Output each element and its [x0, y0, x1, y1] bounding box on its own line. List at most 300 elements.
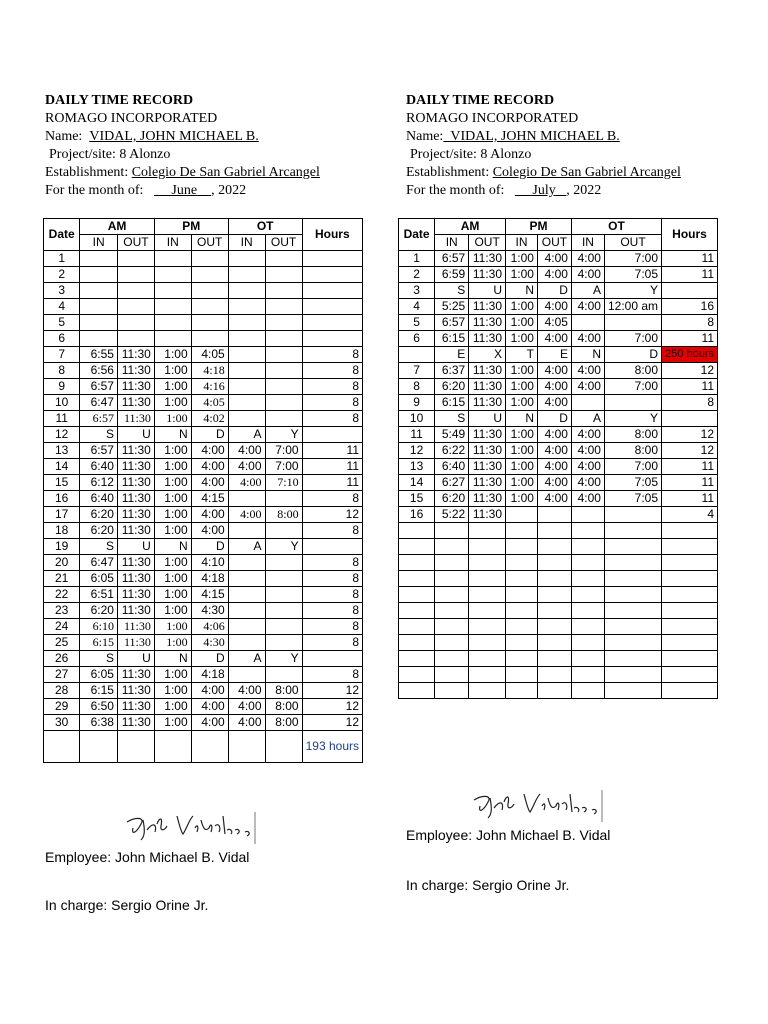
table-row — [44, 347, 363, 363]
time-cell — [265, 603, 302, 619]
employee-name: VIDAL, JOHN MICHAEL B. — [450, 129, 620, 144]
time-cell — [228, 555, 265, 571]
time-cell: 7:05 — [604, 267, 661, 283]
empty-cell — [662, 587, 718, 603]
employee-name: VIDAL, JOHN MICHAEL B. — [89, 129, 259, 144]
table-row — [44, 459, 363, 475]
date-cell: 19 — [44, 539, 80, 555]
table-row — [399, 491, 718, 507]
time-cell: D — [604, 347, 661, 363]
date-cell: 13 — [44, 443, 80, 459]
empty-cell — [469, 635, 506, 651]
date-cell: 18 — [44, 523, 80, 539]
time-cell: 11:30 — [117, 667, 154, 683]
table-row — [44, 667, 363, 683]
time-cell: U — [117, 427, 154, 443]
time-cell: 6:59 — [435, 267, 469, 283]
establishment-line: Establishment: Colegio De San Gabriel Arcangel — [406, 165, 681, 180]
time-cell: 1:00 — [154, 411, 191, 427]
time-cell — [506, 507, 538, 523]
time-cell: 4:00 — [228, 459, 265, 475]
empty-cell — [506, 619, 538, 635]
time-cell: 5:25 — [435, 299, 469, 315]
time-cell: Y — [265, 539, 302, 555]
time-cell: 4:00 — [571, 379, 604, 395]
time-cell: 1:00 — [154, 555, 191, 571]
empty-cell — [506, 603, 538, 619]
employee-name-line: Name: VIDAL, JOHN MICHAEL B. — [45, 129, 259, 144]
time-cell: 11:30 — [469, 363, 506, 379]
table-row — [44, 379, 363, 395]
time-cell — [154, 315, 191, 331]
time-cell: 11:30 — [117, 603, 154, 619]
time-cell: 11 — [662, 459, 718, 475]
time-cell — [571, 395, 604, 411]
blank-row — [399, 603, 718, 619]
time-cell — [228, 283, 265, 299]
time-cell: S — [80, 539, 118, 555]
column-header: OT — [228, 219, 302, 235]
time-cell: 4:00 — [537, 267, 571, 283]
time-cell: 1:00 — [154, 363, 191, 379]
empty-cell — [506, 571, 538, 587]
table-row — [44, 491, 363, 507]
time-cell: 6:05 — [80, 571, 118, 587]
time-record-table — [43, 218, 363, 763]
time-cell — [302, 539, 362, 555]
time-cell: 4:00 — [571, 331, 604, 347]
table-row — [44, 523, 363, 539]
time-cell: 6:10 — [80, 619, 118, 635]
time-cell: 5:49 — [435, 427, 469, 443]
time-cell: 4:00 — [571, 459, 604, 475]
record-title: DAILY TIME RECORD — [406, 93, 555, 108]
time-cell: 6:20 — [435, 491, 469, 507]
empty-cell — [435, 603, 469, 619]
date-cell: 14 — [399, 475, 435, 491]
project-site: Project/site: 8 Alonzo — [410, 147, 532, 162]
time-cell: N — [154, 539, 191, 555]
time-cell: 6:40 — [435, 459, 469, 475]
time-cell: 1:00 — [154, 379, 191, 395]
time-cell: 4:00 — [191, 459, 228, 475]
time-cell: 11 — [302, 459, 362, 475]
time-cell: 1:00 — [154, 507, 191, 523]
time-cell — [604, 395, 661, 411]
time-cell — [265, 491, 302, 507]
time-cell: 11:30 — [117, 555, 154, 571]
empty-cell — [571, 667, 604, 683]
empty-cell — [571, 587, 604, 603]
column-subheader: OUT — [191, 235, 228, 251]
time-cell: 16 — [662, 299, 718, 315]
time-cell: N — [571, 347, 604, 363]
time-cell — [265, 667, 302, 683]
table-row — [44, 427, 363, 443]
time-cell: 7:00 — [604, 251, 661, 267]
time-cell — [117, 267, 154, 283]
time-cell: 4:05 — [537, 315, 571, 331]
time-cell: 4 — [662, 507, 718, 523]
date-cell: 23 — [44, 603, 80, 619]
table-row — [399, 475, 718, 491]
time-cell: D — [191, 651, 228, 667]
time-cell — [265, 411, 302, 427]
time-cell — [228, 251, 265, 267]
time-cell: S — [80, 427, 118, 443]
time-cell: 6:15 — [80, 635, 118, 651]
time-cell — [191, 331, 228, 347]
time-cell: D — [537, 411, 571, 427]
time-cell: 4:00 — [537, 395, 571, 411]
time-cell — [191, 283, 228, 299]
time-cell: 4:00 — [537, 363, 571, 379]
time-cell: 1:00 — [154, 667, 191, 683]
column-header: Hours — [302, 219, 362, 251]
empty-cell — [604, 683, 661, 699]
time-cell: S — [435, 411, 469, 427]
company-name: ROMAGO INCORPORATED — [406, 111, 579, 126]
employee-line: Employee: John Michael B. Vidal — [45, 849, 250, 865]
time-cell: 4:00 — [537, 299, 571, 315]
date-cell: 2 — [44, 267, 80, 283]
time-cell: U — [469, 283, 506, 299]
empty-cell — [662, 555, 718, 571]
time-cell: 4:00 — [571, 363, 604, 379]
time-cell: N — [506, 411, 538, 427]
time-cell: 4:00 — [537, 459, 571, 475]
column-subheader: IN — [228, 235, 265, 251]
empty-cell — [662, 539, 718, 555]
empty-cell — [399, 651, 435, 667]
time-cell: 6:51 — [80, 587, 118, 603]
table-row — [399, 363, 718, 379]
time-cell: D — [191, 539, 228, 555]
time-cell: 6:22 — [435, 443, 469, 459]
time-cell: 4:00 — [571, 491, 604, 507]
time-cell: 11 — [662, 491, 718, 507]
empty-cell — [399, 619, 435, 635]
time-cell: 7:05 — [604, 491, 661, 507]
time-cell: 6:57 — [80, 411, 118, 427]
time-cell: 4:00 — [571, 475, 604, 491]
time-cell: 6:20 — [435, 379, 469, 395]
empty-cell — [228, 731, 265, 763]
time-cell: 8 — [302, 619, 362, 635]
empty-cell — [537, 555, 571, 571]
time-cell: 1:00 — [506, 379, 538, 395]
time-cell: 12 — [662, 363, 718, 379]
time-cell: 11:30 — [117, 411, 154, 427]
table-row — [399, 443, 718, 459]
time-cell: 6:57 — [435, 315, 469, 331]
time-cell — [117, 299, 154, 315]
time-cell: 4:00 — [228, 507, 265, 523]
time-cell: 11 — [302, 443, 362, 459]
blank-row — [399, 555, 718, 571]
date-cell: 14 — [44, 459, 80, 475]
column-subheader: IN — [80, 235, 118, 251]
time-cell: 4:00 — [228, 715, 265, 731]
time-cell: 4:00 — [571, 427, 604, 443]
empty-cell — [506, 683, 538, 699]
time-cell: A — [571, 411, 604, 427]
month-value: July — [532, 183, 556, 198]
date-cell: 6 — [399, 331, 435, 347]
time-cell: 11:30 — [469, 491, 506, 507]
time-cell — [228, 411, 265, 427]
time-cell: 4:00 — [228, 443, 265, 459]
time-cell: 11:30 — [469, 395, 506, 411]
date-cell: 3 — [44, 283, 80, 299]
time-cell: 4:00 — [191, 507, 228, 523]
empty-cell — [506, 523, 538, 539]
time-cell: S — [80, 651, 118, 667]
time-cell: 4:00 — [537, 331, 571, 347]
establishment-line: Establishment: Colegio De San Gabriel Arcangel — [45, 165, 320, 180]
time-cell: 6:40 — [80, 459, 118, 475]
time-cell — [228, 587, 265, 603]
time-cell: 11 — [302, 475, 362, 491]
time-cell: 1:00 — [154, 715, 191, 731]
empty-cell — [117, 731, 154, 763]
table-row — [44, 267, 363, 283]
month-line: For the month of: June , 2022 — [45, 183, 247, 198]
empty-cell — [604, 619, 661, 635]
time-cell: 4:00 — [228, 475, 265, 491]
date-cell: 5 — [399, 315, 435, 331]
time-cell: 4:18 — [191, 571, 228, 587]
table-row — [399, 379, 718, 395]
time-cell: 6:56 — [80, 363, 118, 379]
time-cell: 7:00 — [265, 459, 302, 475]
date-cell: 9 — [399, 395, 435, 411]
time-cell: 8:00 — [265, 699, 302, 715]
time-cell — [154, 267, 191, 283]
empty-cell — [604, 555, 661, 571]
time-cell: 8 — [302, 363, 362, 379]
time-cell: 4:10 — [191, 555, 228, 571]
time-cell — [80, 331, 118, 347]
establishment-name: Colegio De San Gabriel Arcangel — [492, 165, 681, 180]
table-row — [44, 315, 363, 331]
table-row — [399, 411, 718, 427]
time-cell — [80, 251, 118, 267]
table-row — [44, 411, 363, 427]
empty-cell — [435, 683, 469, 699]
time-cell: 4:00 — [191, 715, 228, 731]
time-cell: 1:00 — [154, 443, 191, 459]
empty-cell — [537, 539, 571, 555]
time-cell: 11:30 — [469, 427, 506, 443]
signature-image — [123, 810, 263, 844]
empty-cell — [571, 603, 604, 619]
time-cell: 7:10 — [265, 475, 302, 491]
date-cell: 12 — [44, 427, 80, 443]
time-cell: 1:00 — [506, 267, 538, 283]
time-cell — [265, 379, 302, 395]
table-row — [44, 699, 363, 715]
time-cell — [191, 299, 228, 315]
in-charge-line: In charge: Sergio Orine Jr. — [406, 877, 570, 893]
date-cell: 16 — [399, 507, 435, 523]
time-cell: 1:00 — [506, 475, 538, 491]
empty-cell — [435, 539, 469, 555]
empty-cell — [265, 731, 302, 763]
time-cell: 4:00 — [191, 475, 228, 491]
time-cell: 8 — [302, 491, 362, 507]
time-cell — [228, 571, 265, 587]
time-cell: U — [469, 411, 506, 427]
date-cell: 7 — [44, 347, 80, 363]
time-cell: 6:40 — [80, 491, 118, 507]
blank-row — [399, 619, 718, 635]
column-header: PM — [154, 219, 228, 235]
time-cell: 4:00 — [228, 699, 265, 715]
empty-cell — [469, 651, 506, 667]
table-row — [399, 299, 718, 315]
date-cell: 15 — [44, 475, 80, 491]
time-cell: 6:12 — [80, 475, 118, 491]
empty-cell — [399, 667, 435, 683]
empty-cell — [399, 603, 435, 619]
time-cell: 11:30 — [117, 491, 154, 507]
time-cell — [662, 411, 718, 427]
empty-cell — [604, 571, 661, 587]
empty-cell — [604, 539, 661, 555]
empty-cell — [399, 539, 435, 555]
time-cell: 1:00 — [506, 459, 538, 475]
empty-cell — [435, 667, 469, 683]
time-cell: N — [506, 283, 538, 299]
table-row — [399, 283, 718, 299]
time-cell — [265, 267, 302, 283]
time-cell — [571, 507, 604, 523]
time-cell: 6:20 — [80, 523, 118, 539]
time-cell — [228, 267, 265, 283]
column-header: PM — [506, 219, 572, 235]
time-cell — [80, 267, 118, 283]
time-cell: 4:00 — [191, 699, 228, 715]
empty-cell — [154, 731, 191, 763]
time-cell: 11:30 — [469, 331, 506, 347]
time-cell: 1:00 — [154, 491, 191, 507]
time-cell: 4:30 — [191, 635, 228, 651]
time-cell — [265, 571, 302, 587]
empty-cell — [469, 603, 506, 619]
time-cell: 1:00 — [506, 251, 538, 267]
table-row — [399, 459, 718, 475]
time-cell: 6:15 — [80, 683, 118, 699]
time-cell: 4:00 — [537, 427, 571, 443]
date-cell: 22 — [44, 587, 80, 603]
time-cell: 4:16 — [191, 379, 228, 395]
column-subheader: IN — [435, 235, 469, 251]
time-cell: 5:22 — [435, 507, 469, 523]
company-name: ROMAGO INCORPORATED — [45, 111, 218, 126]
empty-cell — [571, 571, 604, 587]
empty-cell — [506, 635, 538, 651]
time-cell: 11:30 — [117, 587, 154, 603]
time-cell: 4:00 — [571, 299, 604, 315]
table-row — [399, 315, 718, 331]
empty-cell — [435, 587, 469, 603]
date-cell: 4 — [399, 299, 435, 315]
time-cell: 1:00 — [154, 619, 191, 635]
empty-cell — [571, 619, 604, 635]
time-cell — [265, 363, 302, 379]
table-row — [44, 283, 363, 299]
time-cell: 7:00 — [604, 459, 661, 475]
empty-cell — [571, 651, 604, 667]
column-subheader: OUT — [537, 235, 571, 251]
empty-cell — [604, 603, 661, 619]
time-cell: 1:00 — [506, 427, 538, 443]
time-cell — [154, 331, 191, 347]
time-cell: 1:00 — [154, 587, 191, 603]
time-cell: 12 — [302, 715, 362, 731]
time-cell — [302, 427, 362, 443]
empty-cell — [571, 555, 604, 571]
time-cell: 6:55 — [80, 347, 118, 363]
date-cell: 13 — [399, 459, 435, 475]
column-subheader: OUT — [265, 235, 302, 251]
time-cell: 11:30 — [117, 395, 154, 411]
table-row — [44, 587, 363, 603]
empty-cell — [399, 523, 435, 539]
time-cell: A — [571, 283, 604, 299]
time-cell — [228, 523, 265, 539]
time-cell — [80, 283, 118, 299]
empty-cell — [506, 587, 538, 603]
table-row — [399, 347, 718, 363]
date-cell: 10 — [44, 395, 80, 411]
time-cell — [302, 283, 362, 299]
time-cell: 4:00 — [537, 475, 571, 491]
header-block — [406, 92, 726, 200]
column-subheader: OUT — [604, 235, 661, 251]
time-cell: 1:00 — [154, 347, 191, 363]
time-cell — [302, 315, 362, 331]
time-cell — [80, 315, 118, 331]
time-cell: 8 — [302, 635, 362, 651]
time-cell — [228, 395, 265, 411]
time-cell: 11:30 — [117, 619, 154, 635]
empty-cell — [399, 571, 435, 587]
empty-cell — [537, 667, 571, 683]
establishment-name: Colegio De San Gabriel Arcangel — [131, 165, 320, 180]
time-cell — [265, 251, 302, 267]
empty-cell — [435, 523, 469, 539]
time-cell: 6:38 — [80, 715, 118, 731]
time-cell: 4:00 — [571, 267, 604, 283]
column-subheader: IN — [571, 235, 604, 251]
empty-cell — [537, 619, 571, 635]
empty-cell — [604, 587, 661, 603]
time-cell: 11:30 — [117, 523, 154, 539]
date-cell: 21 — [44, 571, 80, 587]
time-cell: 7:05 — [604, 475, 661, 491]
time-cell: 11 — [662, 379, 718, 395]
project-site: Project/site: 8 Alonzo — [49, 147, 171, 162]
table-row — [44, 475, 363, 491]
empty-cell — [469, 619, 506, 635]
empty-cell — [469, 523, 506, 539]
table-row — [399, 507, 718, 523]
time-cell: 11:30 — [469, 443, 506, 459]
empty-cell — [604, 651, 661, 667]
time-cell — [117, 331, 154, 347]
